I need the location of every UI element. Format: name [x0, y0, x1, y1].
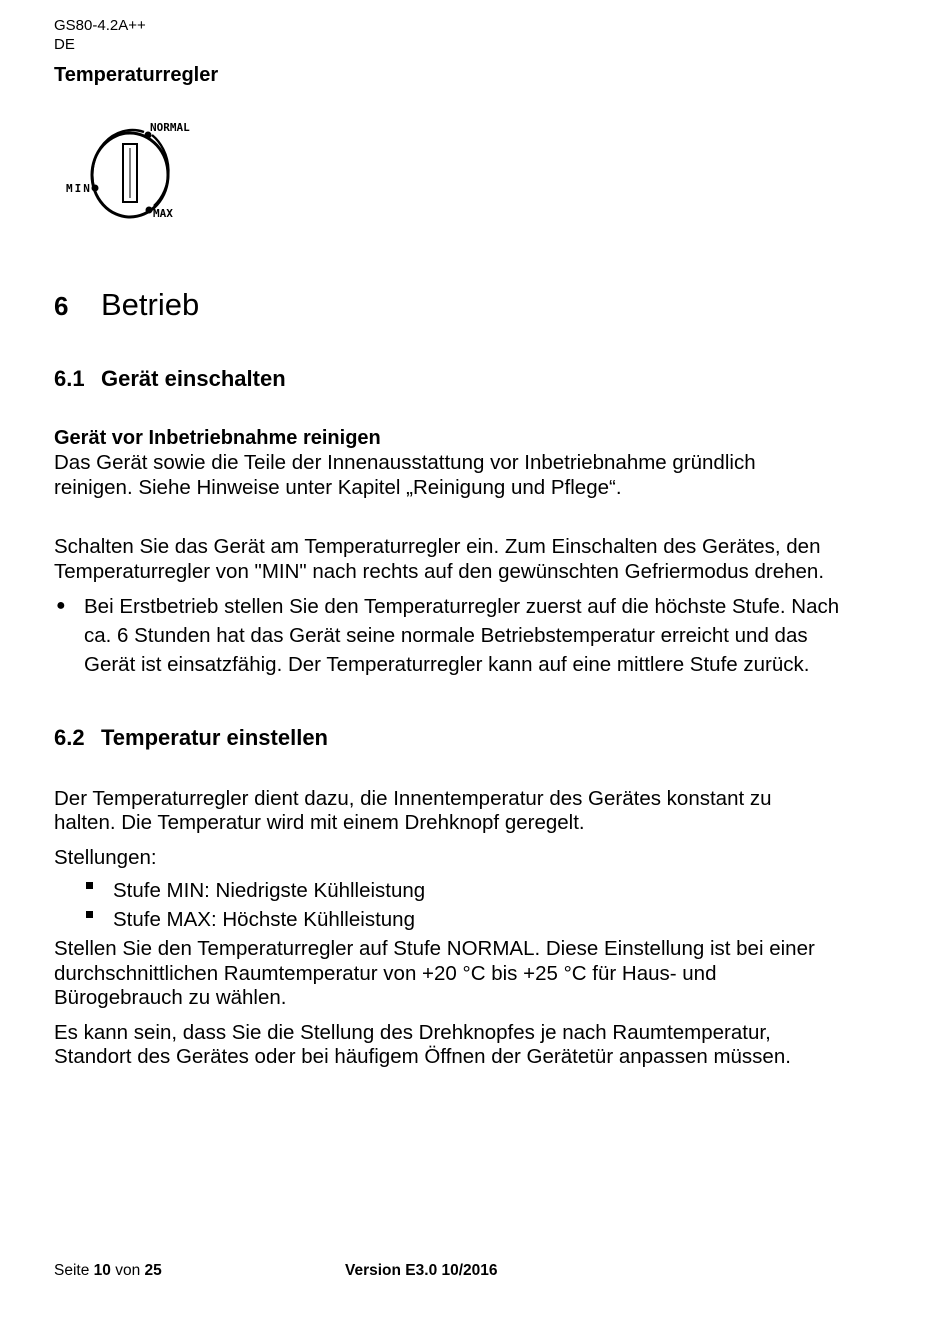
s62-para2-line1: Stellen Sie den Temperaturregler auf Stufe NORMAL. Diese Einstellung ist bei einer	[54, 937, 815, 960]
section-6-2-title: Temperatur einstellen	[101, 725, 328, 750]
chapter-heading	[54, 287, 199, 324]
footer-page-prefix: Seite	[54, 1262, 90, 1279]
s62-para3-line2: Standort des Gerätes oder bei häufigem Öffnen der Gerätetür anpassen müssen.	[54, 1045, 791, 1068]
header-model: GS80-4.2A++	[54, 17, 146, 34]
s61-bullet-line3: Gerät ist einsatzfähig. Der Temperaturregler kann auf eine mittlere Stufe zurück.	[84, 653, 810, 676]
dial-label-normal: NORMAL	[150, 121, 190, 134]
s61-bullet-dot: ●	[56, 597, 66, 614]
dial-icon	[62, 118, 212, 228]
footer-page-current: 10	[93, 1262, 111, 1279]
s62-positions-label: Stellungen:	[54, 846, 157, 869]
section-6-1-number: 6.1	[54, 366, 85, 391]
section-label: Temperaturregler	[54, 64, 219, 86]
s61-bullet-line1: Bei Erstbetrieb stellen Sie den Temperaturregler zuerst auf die höchste Stufe. Nach	[84, 595, 840, 618]
section-6-1-heading	[54, 366, 286, 392]
s61-para1-line1: Das Gerät sowie die Teile der Innenausstattung vor Inbetriebnahme gründlich	[54, 451, 756, 474]
dial-label-min: MIN	[66, 182, 92, 195]
chapter-title: Betrieb	[101, 287, 200, 322]
list-item: Stufe MAX: Höchste Kühlleistung	[113, 908, 415, 931]
list-item: Stufe MIN: Niedrigste Kühlleistung	[113, 879, 426, 902]
s62-para1-line1: Der Temperaturregler dient dazu, die Innentemperatur des Gerätes konstant zu	[54, 787, 772, 810]
s62-para2-line2: durchschnittlichen Raumtemperatur von +20 °C bis +25 °C für Haus- und	[54, 962, 717, 985]
s62-para2-line3: Bürogebrauch zu wählen.	[54, 986, 287, 1009]
section-6-2-number: 6.2	[54, 725, 85, 750]
s62-para3-line1: Es kann sein, dass Sie die Stellung des Drehknopfes je nach Raumtemperatur,	[54, 1021, 771, 1044]
footer-page-number	[54, 1261, 162, 1280]
s62-para1-line2: halten. Die Temperatur wird mit einem Drehknopf geregelt.	[54, 811, 585, 834]
footer-page-total: 25	[144, 1262, 162, 1279]
chapter-number: 6	[54, 291, 69, 321]
header-lang: DE	[54, 36, 75, 53]
footer-page-mid: von	[115, 1262, 141, 1279]
dial-label-max: MAX	[153, 207, 173, 220]
s61-para2-line1: Schalten Sie das Gerät am Temperaturregler ein. Zum Einschalten des Gerätes, den	[54, 535, 821, 558]
s61-bullet-line2: ca. 6 Stunden hat das Gerät seine normale Betriebstemperatur erreicht und das	[84, 624, 808, 647]
footer-version: Version E3.0 10/2016	[345, 1262, 498, 1279]
s61-para1-line2: reinigen. Siehe Hinweise unter Kapitel „Reinigung und Pflege“.	[54, 476, 622, 499]
s61-para2-line2: Temperaturregler von "MIN" nach rechts auf den gewünschten Gefriermodus drehen.	[54, 560, 825, 583]
section-6-1-title: Gerät einschalten	[101, 366, 286, 391]
list-item-bullet	[86, 911, 93, 918]
thermostat-dial-diagram	[62, 118, 212, 228]
section-6-2-heading	[54, 725, 328, 751]
s61-subheading: Gerät vor Inbetriebnahme reinigen	[54, 427, 381, 449]
list-item-bullet	[86, 882, 93, 889]
